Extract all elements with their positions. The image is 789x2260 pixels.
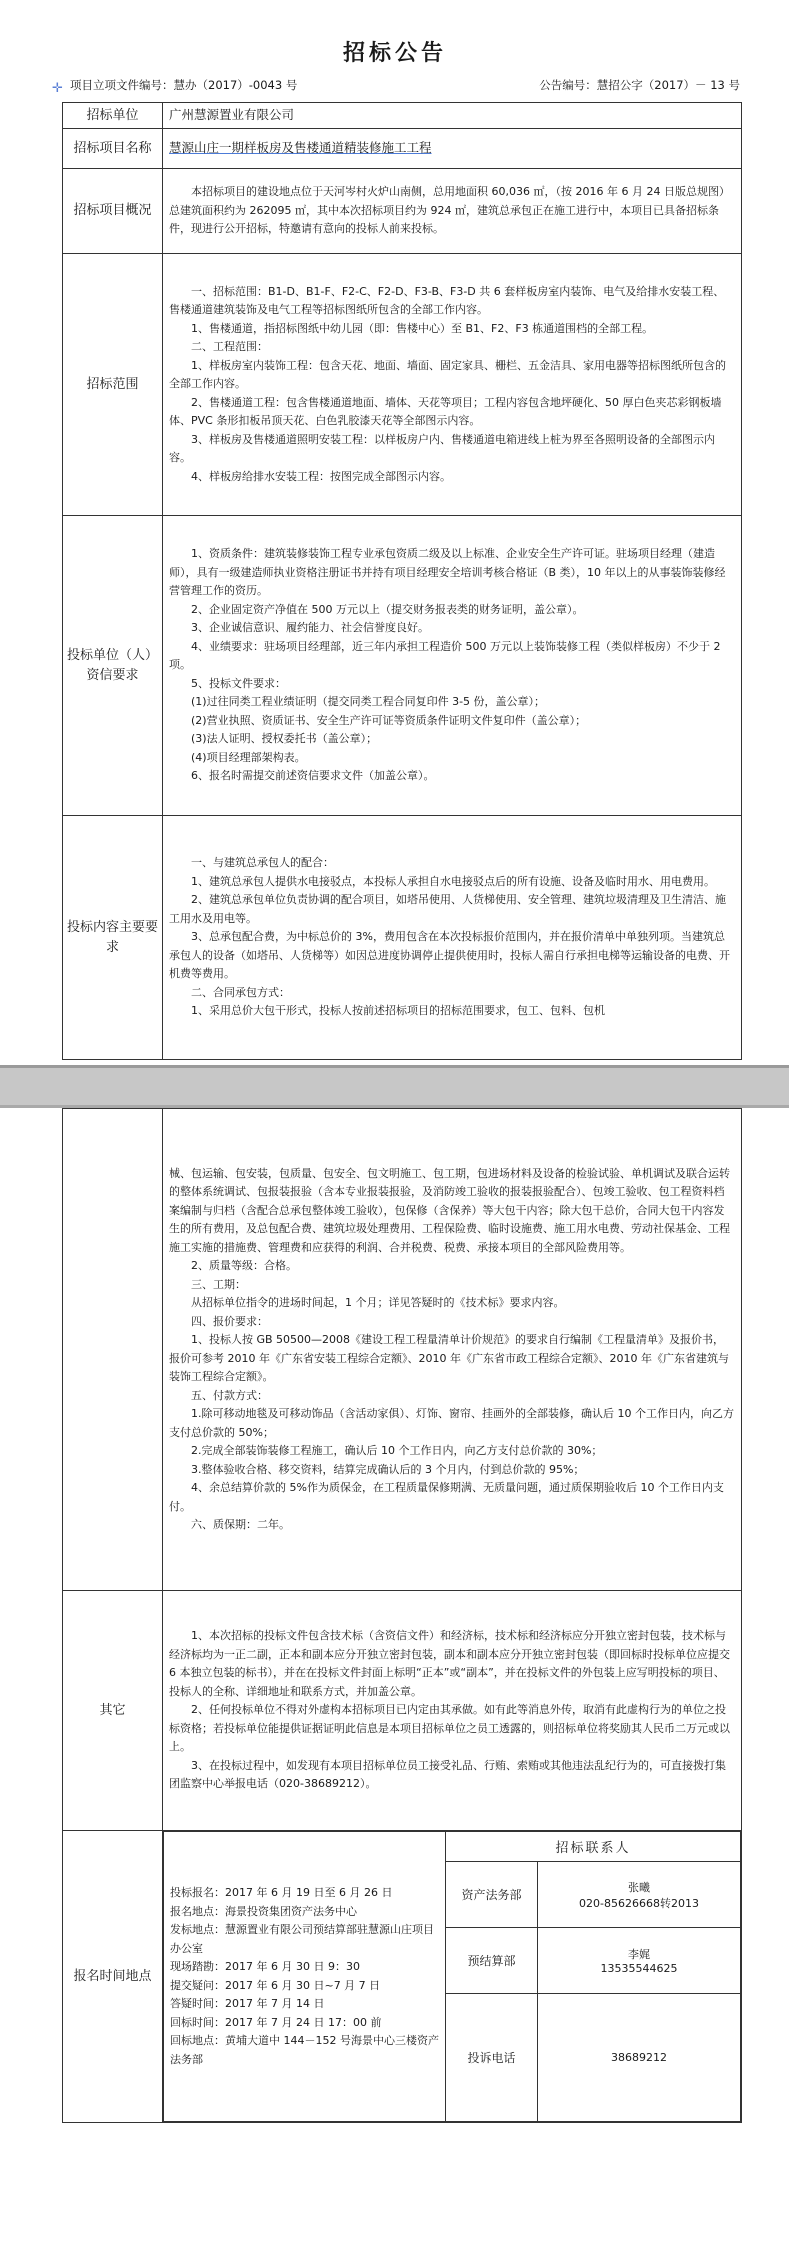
contact-phone: 13535544625: [600, 1962, 678, 1975]
qualify-line: 5、投标文件要求：: [191, 676, 286, 690]
signup-info-line: 提交疑问：2017 年 6 月 30 日~7 月 7 日: [170, 1978, 381, 1992]
signup-info-line: 回标时间：2017 年 7 月 24 日 17：00 前: [170, 2015, 382, 2029]
label-scope: 招标范围: [63, 254, 163, 516]
scope-line: 一、招标范围：B1-D、B1-F、F2-C、F2-D、F3-B、F3-D 共 6 套样板房室内装饰、电气及给排水安装工程、售楼通道建筑装饰及电气工程等招标图纸所包含的全部工作内容。: [169, 284, 725, 317]
main-req-line: 3、总承包配合费，为中标总价的 3%，费用包含在本次投标报价范围内，并在报价清单中单独列项。当建筑总承包人的设备（如塔吊、人货梯等）如因总进度协调停止提供使用时，投标人需自行承担电梯等运输设备的电费、开机费等费用。: [169, 930, 730, 981]
value-signup: [163, 1831, 742, 2123]
main-req-line: 2、质量等级：合格。: [191, 1259, 297, 1272]
row-signup: [63, 1831, 742, 2123]
label-main-req-cont: [63, 1109, 163, 1591]
qualify-line: 6、报名时需提交前述资信要求文件（加盖公章）。: [191, 769, 435, 783]
qualify-line: (2)营业执照、资质证书、安全生产许可证等资质条件证明文件复印件（盖公章）；: [191, 713, 587, 727]
value-qualify: [163, 516, 742, 816]
project-code: 项目立项文件编号：慧办（2017）-0043 号: [70, 78, 298, 92]
value-scope: [163, 254, 742, 516]
contact-detail: [538, 1862, 741, 1928]
qualify-line: 3、企业诚信意识、履约能力、社会信誉度良好。: [191, 621, 429, 635]
scope-line: 3、样板房及售楼通道照明安装工程：以样板房户内、售楼通道电箱进线上桩为界至各照明设备的全部图示内容。: [169, 432, 715, 465]
label-qualify: 投标单位（人）资信要求: [63, 516, 163, 816]
tender-table-part-2: [62, 1108, 742, 2123]
qualify-line: 2、企业固定资产净值在 500 万元以上（提交财务报表类的财务证明，盖公章）。: [191, 602, 584, 616]
label-signup: 报名时间地点: [63, 1831, 163, 2123]
value-unit: 广州慧源置业有限公司: [163, 103, 742, 129]
page-break: [0, 1065, 789, 1108]
main-req-line: 械、包运输、包安装，包质量、包安全、包文明施工、包工期，包进场材料及设备的检验试验、单机调试及联合运转的整体系统调试、包报装报验（含本专业报装报验，及消防竣工验收的报装报验配合）、包竣工验收、包工程资料档案编制与归档（含配合总承包整体竣工验收），包保修（含保养）等大包干内容；除大包干总价，合同大包干内容发生的所有费用，及总包配合费、建筑垃圾处理费用、工程保险费、临时设施费、施工用水电费、劳动社保基金、工程施工实施的措施费、管理费和应获得的利润、合并税费、税费、承接本项目的全部风险费用等。: [169, 1166, 730, 1254]
value-name: [163, 129, 742, 169]
main-req-line: 一、与建筑总承包人的配合：: [191, 856, 334, 870]
value-other: [163, 1591, 742, 1831]
contact-phone: 020-85626668转2013: [579, 1896, 699, 1910]
notice-code: 公告编号：慧招公字（2017）－ 13 号: [539, 78, 740, 92]
label-other: 其它: [63, 1591, 163, 1831]
row-other: [63, 1591, 742, 1831]
contact-dept: 投诉电话: [446, 1994, 538, 2122]
signup-info: [164, 1832, 446, 2122]
qualify-line: (1)过往同类工程业绩证明（提交同类工程合同复印件 3-5 份，盖公章）；: [191, 695, 546, 709]
signup-info-line: 报名地点：海景投资集团资产法务中心: [170, 1904, 357, 1918]
value-main-req-part-2: [163, 1109, 742, 1591]
main-req-line: 从招标单位指令的进场时间起，1 个月；详见答疑时的《技术标》要求内容。: [191, 1296, 565, 1309]
contact-title: 招标联系人: [446, 1832, 741, 1862]
signup-layout: [163, 1831, 741, 2122]
contact-person: 李娓: [628, 1948, 650, 1961]
main-req-line: 三、工期：: [191, 1277, 246, 1291]
qualify-line: 4、业绩要求：驻场项目经理部，近三年内承担工程造价 500 万元以上装饰装修工程（类似样板房）不少于 2 项。: [169, 639, 721, 672]
document-title: 招标公告: [342, 40, 447, 66]
other-line: 2、任何投标单位不得对外虚构本招标项目已内定由其承做。如有此等消息外传，取消有此虚构行为的单位之投标资格；若投标单位能提供证据证明此信息是本项目招标单位之员工透露的，则招标单位将奖励其人民币二万元或以上。: [169, 1703, 730, 1754]
contact-person: 张曦: [628, 1880, 650, 1894]
row-main-req-cont: [63, 1109, 742, 1591]
document-page-1: [40, 0, 750, 1065]
main-req-line: 1、采用总价大包干形式，投标人按前述招标项目的招标范围要求，包工、包料、包机: [191, 1004, 605, 1018]
other-line: 3、在投标过程中，如发现有本项目招标单位员工接受礼品、行贿、索贿或其他违法乱纪行为的，可直接拨打集团监察中心举报电话（020-38689212）。: [169, 1758, 726, 1791]
row-unit: [63, 103, 742, 129]
scope-line: 4、样板房给排水安装工程：按图完成全部图示内容。: [191, 469, 451, 483]
scope-line: 2、售楼通道工程：包含售楼通道地面、墙体、天花等项目；工程内容包含地坪硬化、50 厚白色夹芯彩钢板墙体、PVC 条形扣板吊顶天花、白色乳胶漆天花等全部图示内容。: [169, 395, 722, 428]
label-unit: 招标单位: [63, 103, 163, 129]
label-overview: 招标项目概况: [63, 169, 163, 254]
scope-line: 1、售楼通道，指招标图纸中幼儿园（即：售楼中心）至 B1、F2、F3 栋通道围档的全部工程。: [191, 321, 654, 335]
document-page-2: [40, 1108, 750, 2260]
contact-phone: 38689212: [538, 1994, 741, 2122]
row-main-req: [63, 816, 742, 1060]
main-req-line: 1.除可移动地毯及可移动饰品（含活动家俱）、灯饰、窗帘、挂画外的全部装修，确认后 10 个工作日内，向乙方支付总价款的 50%；: [169, 1407, 734, 1439]
contact-detail: [538, 1928, 741, 1994]
value-overview: [163, 169, 742, 254]
signup-info-line: 回标地点：黄埔大道中 144－152 号海景中心三楼资产法务部: [170, 2034, 439, 2066]
row-scope: [63, 254, 742, 516]
row-qualify: [63, 516, 742, 816]
signup-info-line: 现场踏勘：2017 年 6 月 30 日 9：30: [170, 1960, 360, 1973]
main-req-line: 2.完成全部装饰装修工程施工，确认后 10 个工作日内，向乙方支付总价款的 30%；: [191, 1444, 603, 1457]
row-overview: [63, 169, 742, 254]
main-req-line: 六、质保期：二年。: [191, 1518, 290, 1531]
qualify-line: 1、资质条件：建筑装修装饰工程专业承包资质二级及以上标准、企业安全生产许可证。驻场项目经理（建造师），具有一级建造师执业资格注册证书并持有项目经理安全培训考核合格证（B 类），10 年以上的从事装饰装修经营管理工作的资历。: [169, 547, 726, 598]
main-req-line: 1、投标人按 GB 50500—2008《建设工程工程量清单计价规范》的要求自行编制《工程量清单》及报价书，报价可参考 2010 年《广东省安装工程综合定额》、2010 年《广东省市政工程综合定额》、2010 年《广东省建筑与装饰工程综合定额》。: [169, 1333, 729, 1383]
overview-line: 本招标项目的建设地点位于天河岑村火炉山南侧，总用地面积 60,036 ㎡，（按 2016 年 6 月 24 日版总规图）总建筑面积约为 262095 ㎡，其中本次招标项目约为 924 ㎡，建筑总承包正在施工进行中，本项目已具备招标条件，现进行公开招标，特邀请有意向的投标人前来投标。: [169, 185, 730, 236]
main-req-line: 四、报价要求：: [191, 1314, 268, 1328]
main-req-line: 2、建筑总承包单位负责协调的配合项目，如塔吊使用、人货梯使用、安全管理、建筑垃圾清理及卫生清洁、施工用水及用电等。: [169, 893, 726, 925]
scope-line: 二、工程范围：: [191, 340, 268, 354]
main-req-line: 五、付款方式：: [191, 1388, 268, 1402]
label-name: 招标项目名称: [63, 129, 163, 169]
label-main-req: 投标内容主要要求: [63, 816, 163, 1060]
scope-line: 1、样板房室内装饰工程：包含天花、地面、墙面、固定家具、栅栏、五金洁具、家用电器等招标图纸所包含的全部工作内容。: [169, 358, 726, 391]
qualify-line: (3)法人证明、授权委托书（盖公章）；: [191, 732, 378, 746]
main-req-line: 4、余总结算价款的 5%作为质保金，在工程质量保修期满、无质量问题，通过质保期验收后 10 个工作日内支付。: [169, 1481, 724, 1513]
signup-info-line: 答疑时间：2017 年 7 月 14 日: [170, 1997, 325, 2010]
signup-info-line: 发标地点：慧源置业有限公司预结算部驻慧源山庄项目办公室: [170, 1923, 434, 1955]
main-req-line: 1、建筑总承包人提供水电接驳点，本投标人承担自水电接驳点后的所有设施、设备及临时用水、用电费用。: [191, 874, 715, 888]
value-main-req-part-1: [163, 816, 742, 1060]
contact-dept: 预结算部: [446, 1928, 538, 1994]
main-req-line: 3.整体验收合格、移交资料，结算完成确认后的 3 个月内，付到总价款的 95%；: [191, 1462, 585, 1476]
value-name-text: 慧源山庄一期样板房及售楼通道精装修施工工程: [169, 140, 432, 156]
other-line: 1、本次招标的投标文件包含技术标（含资信文件）和经济标，技术标和经济标应分开独立密封包装，技术标与经济标均为一正二副，正本和副本应分开独立密封包装，副本和副本应分开独立密封包装（即回标时投标单位应提交 6 本独立包装的标书），并在在投标文件封面上标明“正本”或“副本”，并在投标文件的外包装上应写明投标的项目、投标人的全称、详细地址和联系方式，并加盖公章。: [169, 1629, 730, 1698]
move-handle-icon[interactable]: ✛: [52, 81, 63, 96]
contact-dept: 资产法务部: [446, 1862, 538, 1928]
row-name: [63, 129, 742, 169]
qualify-line: (4)项目经理部架构表。: [191, 750, 306, 764]
signup-info-line: 投标报名：2017 年 6 月 19 日至 6 月 26 日: [170, 1886, 393, 1899]
tender-table-part-1: [62, 102, 742, 1060]
main-req-line: 二、合同承包方式：: [191, 985, 290, 999]
